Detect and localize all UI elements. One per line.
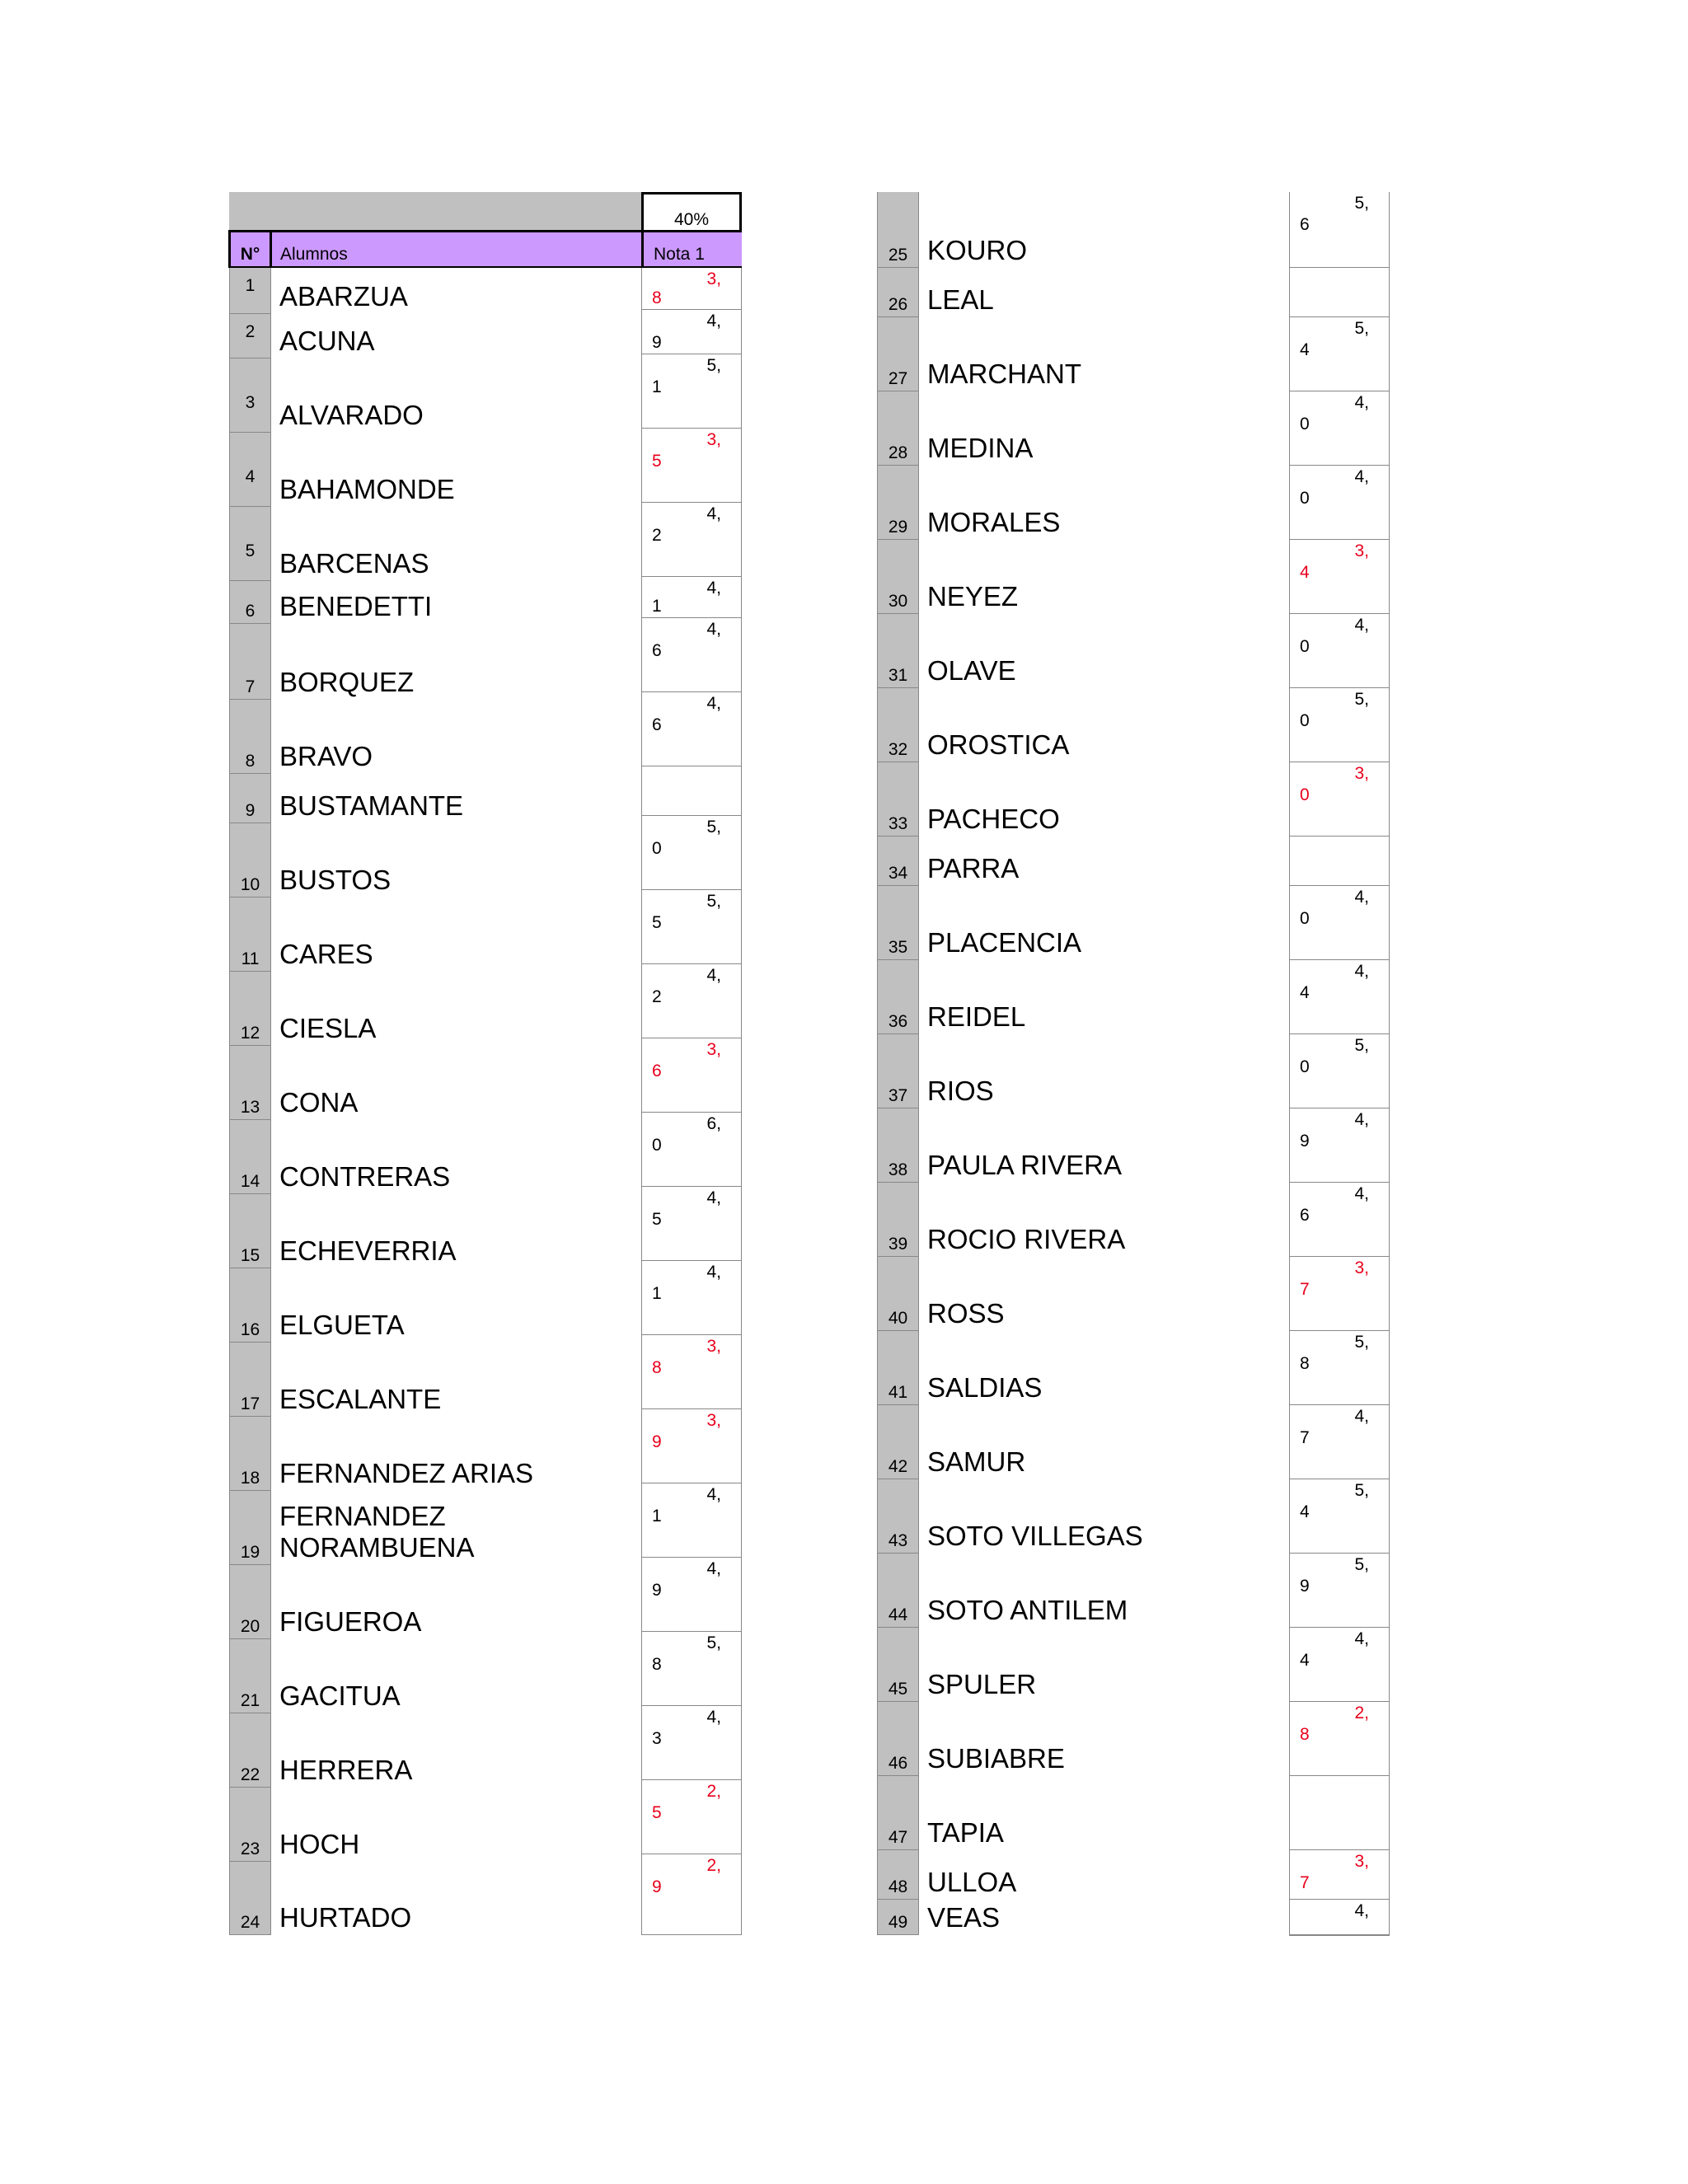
student-number: 3 xyxy=(229,359,271,433)
student-name xyxy=(927,853,1019,884)
student-number: 34 xyxy=(877,837,919,886)
student-number: 9 xyxy=(229,774,271,823)
student-name-text: HERRERA xyxy=(279,1755,413,1785)
student-name-text: BENEDETTI xyxy=(279,591,433,621)
grade-cell[interactable] xyxy=(1289,1108,1390,1183)
student-name-text: LEAL xyxy=(927,284,994,315)
student-name-text: ECHEVERRIA xyxy=(279,1235,457,1266)
grade-decimal: 0 xyxy=(1300,1057,1310,1076)
student-number: 31 xyxy=(877,614,919,688)
grade-decimal: 0 xyxy=(1300,909,1310,928)
grade-cell[interactable] xyxy=(1289,268,1390,317)
student-name-text: REIDEL xyxy=(927,1001,1026,1032)
student-number: 42 xyxy=(877,1405,919,1479)
student-name xyxy=(279,548,429,579)
grade-decimal: 8 xyxy=(652,1655,662,1674)
grade-decimal: 8 xyxy=(652,1358,662,1377)
grade-decimal: 0 xyxy=(1300,415,1310,434)
grade-integer: 4, xyxy=(706,504,721,523)
grade-integer: 4, xyxy=(1354,616,1369,635)
grade-decimal: 4 xyxy=(1300,1502,1310,1521)
grade-cell[interactable] xyxy=(641,354,742,429)
grade-cell[interactable] xyxy=(1289,1850,1390,1900)
grade-integer: 5, xyxy=(1354,1333,1369,1352)
student-name-text: GACITUA xyxy=(279,1680,401,1711)
student-number: 33 xyxy=(877,762,919,837)
grade-integer: 5, xyxy=(1354,1555,1369,1574)
grade-decimal: 8 xyxy=(652,288,662,307)
grade-integer: 5, xyxy=(1354,194,1369,213)
grade-decimal: 1 xyxy=(652,597,662,616)
grade-cell[interactable] xyxy=(641,890,742,964)
student-name-text: ACUNA xyxy=(279,326,375,356)
student-name-text: ROCIO RIVERA xyxy=(927,1224,1126,1254)
student-number: 19 xyxy=(229,1491,271,1565)
grade-cell[interactable] xyxy=(641,1187,742,1261)
grade-cell[interactable] xyxy=(1289,1702,1390,1776)
student-name-text: BUSTOS xyxy=(279,865,392,895)
student-name xyxy=(927,1001,1025,1033)
grade-cell[interactable] xyxy=(641,618,742,692)
student-number: 49 xyxy=(877,1900,919,1935)
grade-integer: 4, xyxy=(706,1708,721,1727)
student-name xyxy=(279,1902,411,1933)
student-number: 6 xyxy=(229,581,271,624)
student-name xyxy=(927,235,1027,266)
grade-integer: 4, xyxy=(1354,1629,1369,1648)
student-name-text: CONA xyxy=(279,1087,359,1118)
student-number: 44 xyxy=(877,1554,919,1628)
student-name xyxy=(279,790,463,822)
student-name xyxy=(927,1150,1122,1181)
student-name xyxy=(927,507,1060,538)
student-number: 17 xyxy=(229,1343,271,1417)
grade-decimal: 2 xyxy=(652,987,662,1006)
student-name-text: PLACENCIA xyxy=(927,927,1082,958)
grade-decimal: 0 xyxy=(1300,489,1310,508)
student-name-text: TAPIA xyxy=(927,1817,1004,1848)
grade-integer: 4, xyxy=(1354,888,1369,907)
student-name xyxy=(279,667,414,698)
grade-integer: 4, xyxy=(706,1263,721,1282)
student-number: 35 xyxy=(877,886,919,960)
student-number: 21 xyxy=(229,1639,271,1713)
grade-integer: 4, xyxy=(1354,1901,1369,1920)
grade-cell[interactable] xyxy=(1289,1405,1390,1479)
student-name-text: SALDIAS xyxy=(927,1372,1043,1403)
grade-integer: 4, xyxy=(706,1188,721,1207)
grade-integer: 3, xyxy=(1354,1852,1369,1871)
grade-cell[interactable] xyxy=(641,1706,742,1780)
grade-integer: 3, xyxy=(1354,764,1369,783)
grade-integer: 6, xyxy=(706,1114,721,1133)
student-name xyxy=(279,939,373,970)
student-name-text: SOTO VILLEGAS xyxy=(927,1521,1143,1551)
grade-decimal: 7 xyxy=(1300,1428,1310,1447)
grade-integer: 4, xyxy=(706,620,721,639)
student-name xyxy=(279,1087,358,1118)
grade-cell[interactable] xyxy=(641,268,742,310)
grade-decimal: 9 xyxy=(1300,1132,1310,1151)
student-number: 36 xyxy=(877,960,919,1034)
grade-decimal: 4 xyxy=(1300,1651,1310,1670)
student-name-text-2: NORAMBUENA xyxy=(279,1532,475,1563)
student-name xyxy=(279,281,408,312)
grade-cell[interactable] xyxy=(1289,1554,1390,1628)
grade-cell[interactable] xyxy=(1289,1479,1390,1554)
student-number: 29 xyxy=(877,466,919,540)
student-name xyxy=(279,1235,457,1267)
grade-integer: 5, xyxy=(1354,690,1369,709)
student-name xyxy=(927,1817,1004,1849)
grade-integer: 2, xyxy=(706,1782,721,1801)
grade-integer: 4, xyxy=(1354,962,1369,981)
student-number: 22 xyxy=(229,1713,271,1788)
grade-cell[interactable] xyxy=(1289,1628,1390,1702)
student-name xyxy=(927,1669,1036,1700)
student-name xyxy=(279,1680,401,1712)
grade-integer: 4, xyxy=(1354,1407,1369,1426)
student-name xyxy=(927,1298,1005,1329)
grade-cell[interactable] xyxy=(1289,1900,1390,1935)
student-name xyxy=(927,1743,1065,1774)
student-number: 18 xyxy=(229,1417,271,1491)
grade-cell[interactable] xyxy=(1289,466,1390,540)
grade-cell[interactable] xyxy=(1289,1183,1390,1257)
student-number: 27 xyxy=(877,317,919,391)
grade-decimal: 1 xyxy=(652,1507,662,1526)
student-name xyxy=(927,729,1069,761)
student-name-text: BUSTAMANTE xyxy=(279,790,464,821)
grade-cell[interactable] xyxy=(1289,1935,1390,1936)
weight-box xyxy=(641,192,742,232)
student-name-text: ALVARADO xyxy=(279,400,424,430)
grade-decimal: 1 xyxy=(652,377,662,396)
student-name-text: RIOS xyxy=(927,1076,994,1106)
student-name-text: MEDINA xyxy=(927,433,1034,463)
student-name-text: VEAS xyxy=(927,1902,1001,1933)
grade-decimal: 8 xyxy=(1300,1725,1310,1744)
student-number: 45 xyxy=(877,1628,919,1702)
student-name xyxy=(279,1384,441,1415)
grade-integer: 4, xyxy=(706,1559,721,1578)
grade-decimal: 6 xyxy=(652,641,662,660)
student-number: 40 xyxy=(877,1257,919,1331)
grade-cell[interactable] xyxy=(1289,837,1390,886)
student-number: 10 xyxy=(229,823,271,898)
grade-decimal: 6 xyxy=(1300,1206,1310,1225)
student-name xyxy=(927,804,1060,835)
grade-decimal: 0 xyxy=(652,1136,662,1155)
student-number: 46 xyxy=(877,1702,919,1776)
student-number: 32 xyxy=(877,688,919,762)
grade-cell[interactable] xyxy=(1289,1331,1390,1405)
weight-percent: 40% xyxy=(673,210,710,229)
grade-decimal: 0 xyxy=(1300,637,1310,656)
student-name xyxy=(927,927,1081,958)
grade-decimal: 9 xyxy=(1300,1577,1310,1596)
student-name xyxy=(927,1595,1128,1626)
student-name-text: ULLOA xyxy=(927,1867,1017,1897)
student-name xyxy=(279,1829,359,1860)
grade-decimal: 6 xyxy=(1300,215,1310,234)
grade-integer: 4, xyxy=(1354,1184,1369,1203)
student-name xyxy=(927,1867,1016,1898)
student-name-text: BARCENAS xyxy=(279,548,429,579)
student-number: 13 xyxy=(229,1046,271,1120)
student-name-text: OROSTICA xyxy=(927,729,1070,760)
grade-decimal: 9 xyxy=(652,1432,662,1451)
grade-cell[interactable] xyxy=(641,1113,742,1187)
student-name-text: FERNANDEZ xyxy=(279,1501,446,1531)
grade-cell[interactable] xyxy=(1289,391,1390,466)
grade-integer: 4, xyxy=(706,312,721,330)
student-name-text: SOTO ANTILEM xyxy=(927,1595,1128,1625)
student-name-text: HOCH xyxy=(279,1829,360,1859)
student-number: 30 xyxy=(877,540,919,614)
student-name-text: SAMUR xyxy=(927,1446,1026,1477)
student-name-text: CIESLA xyxy=(279,1013,377,1043)
student-name-text: ROSS xyxy=(927,1298,1005,1329)
grade-cell[interactable] xyxy=(1289,1034,1390,1108)
student-name-text: SUBIABRE xyxy=(927,1743,1065,1774)
grade-integer: 3, xyxy=(706,1337,721,1356)
student-name xyxy=(279,1458,533,1489)
student-name-text: BAHAMONDE xyxy=(279,474,455,504)
grade-cell[interactable] xyxy=(1289,762,1390,837)
grade-cell[interactable] xyxy=(1289,540,1390,614)
student-name xyxy=(279,741,373,772)
student-name xyxy=(279,865,391,896)
student-name xyxy=(927,1076,994,1107)
student-number: 39 xyxy=(877,1183,919,1257)
grade-cell[interactable] xyxy=(1289,886,1390,960)
student-number: 41 xyxy=(877,1331,919,1405)
student-number: 43 xyxy=(877,1479,919,1554)
grade-decimal: 0 xyxy=(1300,785,1310,804)
student-number: 38 xyxy=(877,1108,919,1183)
grade-decimal: 9 xyxy=(652,333,662,352)
student-name xyxy=(279,474,455,505)
grade-cell[interactable] xyxy=(641,577,742,618)
grade-cell[interactable] xyxy=(641,503,742,577)
grade-cell[interactable] xyxy=(641,1558,742,1632)
grade-decimal: 9 xyxy=(652,1877,662,1896)
student-name xyxy=(279,1013,376,1044)
grade-decimal: 7 xyxy=(1300,1873,1310,1892)
student-name xyxy=(927,284,994,316)
student-name xyxy=(927,1446,1025,1478)
student-number: 48 xyxy=(877,1850,919,1900)
col-name-header: Alumnos xyxy=(280,245,348,264)
student-number: 20 xyxy=(229,1565,271,1639)
student-name-text: KOURO xyxy=(927,235,1028,265)
grade-cell[interactable] xyxy=(641,816,742,890)
student-number: 15 xyxy=(229,1194,271,1268)
grade-cell[interactable] xyxy=(1289,317,1390,391)
student-number: 11 xyxy=(229,898,271,972)
grade-integer: 4, xyxy=(1354,1110,1369,1129)
student-number: 47 xyxy=(877,1776,919,1850)
grade-decimal: 5 xyxy=(652,1210,662,1229)
student-number: 14 xyxy=(229,1120,271,1194)
student-number: 37 xyxy=(877,1034,919,1108)
grade-integer: 5, xyxy=(1354,1481,1369,1500)
student-name-text: CARES xyxy=(279,939,373,969)
student-number: 7 xyxy=(229,624,271,700)
grade-integer: 3, xyxy=(706,1040,721,1059)
student-name xyxy=(927,1902,1000,1933)
grade-integer: 4, xyxy=(706,966,721,985)
student-name-text: SPULER xyxy=(927,1669,1037,1699)
student-name xyxy=(279,1755,412,1786)
student-number: 5 xyxy=(229,507,271,581)
student-number: 26 xyxy=(877,268,919,317)
student-number: 1 xyxy=(229,268,271,314)
grade-integer: 3, xyxy=(706,1411,721,1430)
student-name xyxy=(927,1521,1143,1552)
grade-cell[interactable] xyxy=(641,1483,742,1558)
grade-integer: 5, xyxy=(706,1633,721,1652)
grade-cell[interactable] xyxy=(641,1261,742,1335)
student-name-text: BRAVO xyxy=(279,741,373,771)
grade-decimal: 4 xyxy=(1300,983,1310,1002)
grade-cell[interactable] xyxy=(641,1409,742,1483)
grade-cell[interactable] xyxy=(641,1854,742,1935)
student-name xyxy=(279,1606,421,1638)
student-number: 8 xyxy=(229,700,271,774)
grade-integer: 4, xyxy=(706,579,721,598)
grade-decimal: 6 xyxy=(652,1062,662,1080)
grade-integer: 5, xyxy=(706,892,721,911)
grade-decimal: 2 xyxy=(652,526,662,545)
student-name xyxy=(279,591,432,622)
grade-cell[interactable] xyxy=(641,310,742,354)
grade-decimal: 0 xyxy=(652,839,662,858)
student-number: 23 xyxy=(229,1788,271,1862)
grade-integer: 5, xyxy=(706,356,721,375)
grade-cell[interactable] xyxy=(641,1780,742,1854)
column-header-row xyxy=(228,230,742,268)
grade-integer: 3, xyxy=(706,269,721,288)
grade-integer: 3, xyxy=(706,430,721,449)
grade-decimal: 6 xyxy=(652,715,662,734)
grade-decimal: 8 xyxy=(1300,1354,1310,1373)
student-name xyxy=(927,359,1081,390)
col-num-header: N° xyxy=(231,232,272,266)
grade-integer: 5, xyxy=(1354,1036,1369,1055)
student-number: 28 xyxy=(877,391,919,466)
student-name-text: OLAVE xyxy=(927,655,1016,686)
student-number: 24 xyxy=(229,1862,271,1935)
student-name xyxy=(279,1161,450,1193)
grade-integer: 5, xyxy=(706,818,721,837)
student-name xyxy=(927,1224,1125,1255)
grade-decimal: 4 xyxy=(1300,563,1310,582)
student-name-text: PACHECO xyxy=(927,804,1060,834)
grade-cell[interactable] xyxy=(641,1632,742,1706)
grade-decimal: 1 xyxy=(652,1284,662,1303)
grade-integer: 2, xyxy=(1354,1704,1369,1722)
student-name xyxy=(279,1310,405,1341)
student-name xyxy=(927,433,1033,464)
student-name xyxy=(927,581,1018,612)
grade-decimal: 4 xyxy=(1300,340,1310,359)
student-number: 2 xyxy=(229,314,271,359)
grade-decimal: 5 xyxy=(652,913,662,932)
student-name xyxy=(279,326,375,357)
student-number: 16 xyxy=(229,1268,271,1343)
student-name-text: CONTRERAS xyxy=(279,1161,451,1192)
student-name-text: BORQUEZ xyxy=(279,667,415,697)
grade-cell[interactable] xyxy=(1289,960,1390,1034)
student-name-text: PAULA RIVERA xyxy=(927,1150,1122,1180)
grade-cell[interactable] xyxy=(1289,1776,1390,1850)
student-name-text: ELGUETA xyxy=(279,1310,405,1340)
student-number: 12 xyxy=(229,972,271,1046)
grade-integer: 4, xyxy=(706,1485,721,1504)
student-name xyxy=(279,400,424,431)
student-name-text: FIGUEROA xyxy=(279,1606,422,1637)
grade-integer: 5, xyxy=(1354,319,1369,338)
grade-decimal: 5 xyxy=(652,452,662,471)
grade-cell[interactable] xyxy=(641,1335,742,1409)
grade-decimal: 5 xyxy=(652,1803,662,1822)
grade-integer: 3, xyxy=(1354,541,1369,560)
student-name-text: HURTADO xyxy=(279,1902,412,1933)
student-name-text: ABARZUA xyxy=(279,281,408,312)
grade-integer: 3, xyxy=(1354,1258,1369,1277)
student-name-text: NEYEZ xyxy=(927,581,1019,612)
grade-cell[interactable] xyxy=(1289,192,1390,268)
grade-decimal: 7 xyxy=(1300,1280,1310,1299)
grade-integer: 4, xyxy=(706,694,721,713)
grade-decimal: 9 xyxy=(652,1581,662,1600)
grade-cell[interactable] xyxy=(641,766,742,816)
student-name xyxy=(279,1501,475,1563)
grade-cell[interactable] xyxy=(641,1038,742,1113)
student-name xyxy=(927,655,1016,687)
grade-cell[interactable] xyxy=(1289,614,1390,688)
col-grade-header: Nota 1 xyxy=(641,232,742,266)
grade-integer: 4, xyxy=(1354,467,1369,486)
grade-cell[interactable] xyxy=(641,964,742,1038)
student-name xyxy=(927,1372,1042,1404)
student-number: 4 xyxy=(229,433,271,507)
student-name-text: PARRA xyxy=(927,853,1020,883)
grade-cell[interactable] xyxy=(1289,688,1390,762)
grade-integer: 4, xyxy=(1354,393,1369,412)
student-number: 25 xyxy=(877,192,919,268)
grade-cell[interactable] xyxy=(1289,1257,1390,1331)
header-gray-band xyxy=(229,192,643,230)
grade-decimal: 0 xyxy=(1300,711,1310,730)
student-name-text: ESCALANTE xyxy=(279,1384,442,1414)
grade-decimal: 3 xyxy=(652,1729,662,1748)
student-name-text: MORALES xyxy=(927,507,1061,537)
grade-cell[interactable] xyxy=(641,429,742,503)
student-name-text: FERNANDEZ ARIAS xyxy=(279,1458,534,1488)
student-name-text: MARCHANT xyxy=(927,359,1081,389)
grade-cell[interactable] xyxy=(641,692,742,766)
grade-integer: 2, xyxy=(706,1856,721,1875)
